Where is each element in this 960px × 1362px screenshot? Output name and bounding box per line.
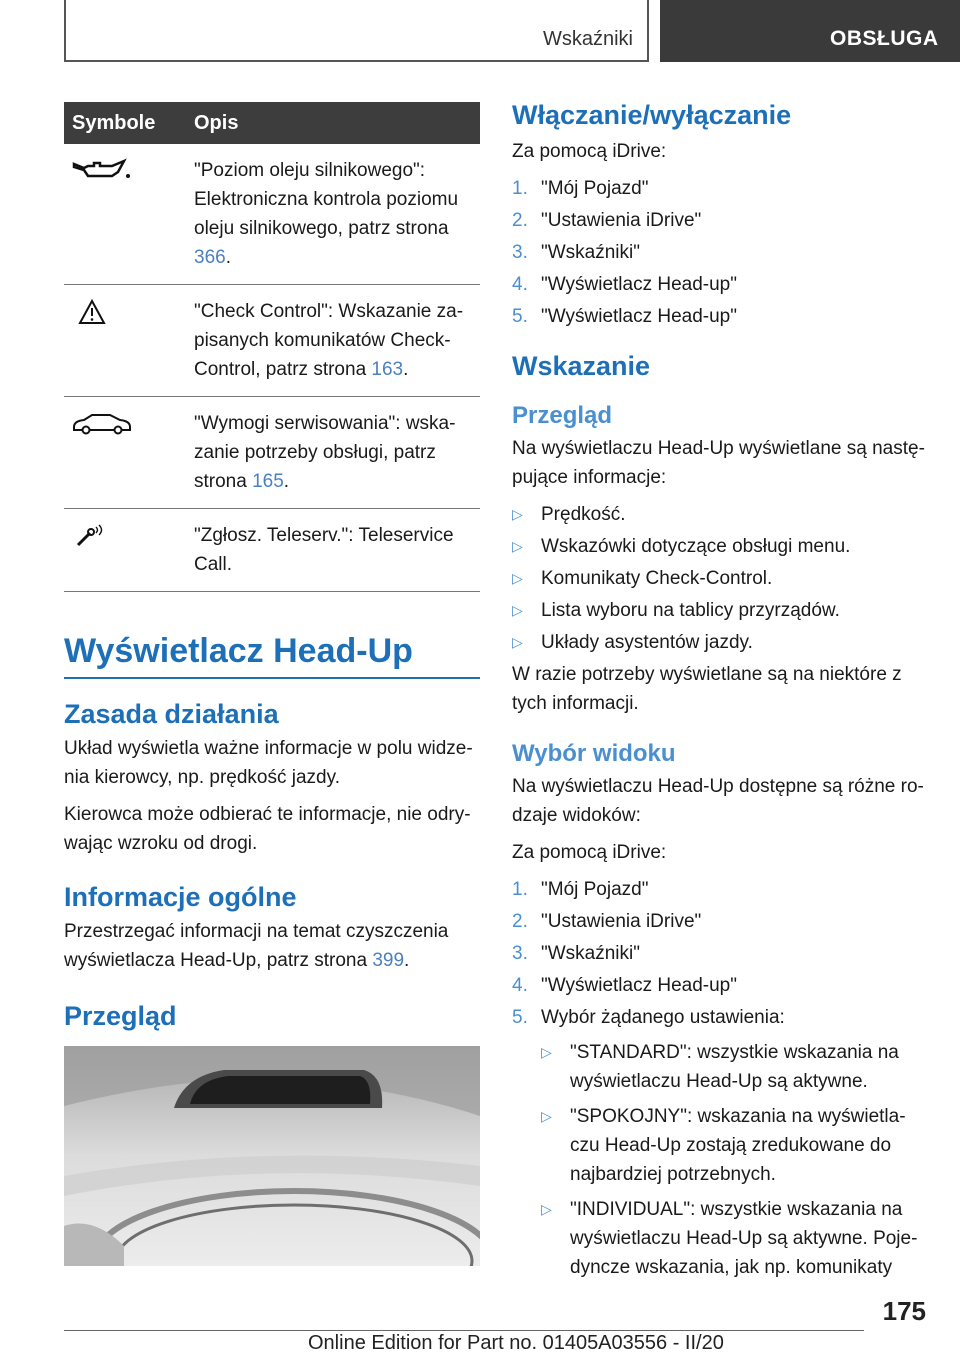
header-section-box — [64, 0, 649, 62]
page-link[interactable]: 163 — [371, 359, 404, 380]
col-symbol-header: Symbole — [64, 102, 194, 144]
header-chapter-label: OBSŁUGA — [830, 27, 939, 50]
bullet-triangle-icon: ▷ — [512, 538, 523, 554]
list-item: 2. "Ustawienia iDrive" — [512, 210, 702, 231]
list-item: ▷ Wskazówki dotyczące obsługi menu. — [512, 532, 928, 561]
page-link[interactable]: 366 — [194, 247, 226, 268]
list-item: ▷ Komunikaty Check-Control. — [512, 564, 928, 593]
list-item: ▷ Układy asystentów jazdy. — [512, 628, 928, 657]
list-item: 4. "Wyświetlacz Head-up" — [512, 274, 737, 295]
bullet-triangle-icon: ▷ — [512, 602, 523, 618]
info-paragraph: Przestrzegać informacji na temat czyszczenia wyświetlacza Head-Up, patrz strona 399. — [64, 921, 449, 971]
warning-triangle-icon — [70, 297, 134, 327]
bullet-triangle-icon: ▷ — [512, 506, 523, 522]
przeglad-paragraph-2: W razie potrzeby wyświetlane są na niektóre z tych informacji. — [512, 664, 902, 714]
widok-heading: Wybór widoku — [512, 740, 676, 767]
row-text: "Poziom oleju silnikowego": Elektroniczna kontrola poziomu oleju silnikowego, patrz strona — [194, 160, 459, 239]
list-item: 3. "Wskaźniki" — [512, 242, 640, 263]
przeglad-heading: Przegląd — [512, 402, 613, 429]
onoff-heading: Włączanie/wyłączanie — [512, 100, 792, 130]
row-text: "Check Control": Wskazanie zapisanych komunikatów Check-Control, patrz strona — [194, 301, 464, 380]
table-row: "Check Control": Wskazanie zapisanych komunikatów Check-Control, patrz strona 163. — [64, 285, 480, 397]
info-heading: Informacje ogólne — [64, 882, 297, 912]
bullet-triangle-icon: ▷ — [541, 1044, 552, 1060]
widok-intro: Za pomocą iDrive: — [512, 842, 667, 863]
section-title: Wyświetlacz Head-Up — [64, 632, 413, 670]
przeglad-paragraph: Na wyświetlaczu Head-Up wyświetlane są następujące informacje: — [512, 438, 925, 488]
row-text: "Zgłosz. Teleserv.": Teleservice Call. — [194, 525, 454, 575]
list-item: 4. "Wyświetlacz Head-up" — [512, 975, 737, 996]
oil-can-icon — [70, 156, 134, 186]
page-link[interactable]: 399 — [372, 950, 405, 971]
header-chapter-box — [660, 0, 960, 62]
list-item: ▷ "STANDARD": wszystkie wskazania na wyświetlaczu Head-Up są aktywne. — [541, 1038, 928, 1096]
list-item: 1. "Mój Pojazd" — [512, 178, 649, 199]
bullet-triangle-icon: ▷ — [541, 1108, 552, 1124]
header-section-label: Wskaźniki — [542, 28, 633, 50]
zasada-paragraph-1: Układ wyświetla ważne informacje w polu widzenia kierowcy, np. prędkość jazdy. — [64, 738, 473, 788]
zasada-heading: Zasada działania — [64, 699, 279, 729]
symbol-table — [64, 102, 480, 592]
table-header-row — [64, 102, 480, 144]
list-item: ▷ Lista wyboru na tablicy przyrządów. — [512, 596, 928, 625]
list-item: ▷ "INDIVIDUAL": wszystkie wskazania na wyświetlaczu Head-Up są aktywne. Pojedyncze wskazania, jak np. komunikaty — [541, 1195, 928, 1282]
col-desc-header: Opis — [194, 102, 480, 144]
list-item: 3. "Wskaźniki" — [512, 943, 640, 964]
zasada-paragraph-2: Kierowca może odbierać te informacje, nie odrywając wzroku od drogi. — [64, 804, 471, 854]
car-service-icon — [70, 409, 134, 439]
left-column — [64, 102, 480, 1266]
footer-divider — [64, 1330, 864, 1331]
table-row: "Wymogi serwisowania": wskazanie potrzeby obsługi, patrz strona 165. — [64, 397, 480, 509]
list-item: 5. Wybór żądanego ustawienia: ▷ "STANDARD": wszystkie wskazania na wyświetlaczu Head-Up są aktywne. ▷ "SPOKOJNY": wskazania na wyświetlaczu Head-Up zostają zredukowane do najbardziej potrzebnych. ▷ "INDIVIDUAL": wszystkie wskazania na wyświetlaczu Head-Up są aktywne. Pojedyncze wskazania, jak np. komunikaty — [512, 1003, 928, 1282]
bullet-triangle-icon: ▷ — [512, 570, 523, 586]
wrench-call-icon — [70, 521, 134, 551]
head-up-display-photo — [64, 1046, 480, 1266]
list-item: 5. "Wyświetlacz Head-up" — [512, 306, 737, 327]
list-item: ▷ Prędkość. — [512, 500, 928, 529]
row-text: "Wymogi serwisowania": wskazanie potrzeby obsługi, patrz strona — [194, 413, 456, 492]
table-row: "Poziom oleju silnikowego": Elektroniczna kontrola poziomu oleju silnikowego, patrz strona 366. — [64, 144, 480, 285]
right-column — [512, 100, 928, 1288]
list-item: ▷ "SPOKOJNY": wskazania na wyświetlaczu Head-Up zostają zredukowane do najbardziej potrzebnych. — [541, 1102, 928, 1189]
bullet-triangle-icon: ▷ — [541, 1201, 552, 1217]
widok-sub-list — [541, 1038, 928, 1282]
page-link[interactable]: 165 — [252, 471, 284, 492]
page-number: 175 — [882, 1296, 926, 1326]
onoff-steps — [512, 174, 928, 331]
bullet-triangle-icon: ▷ — [512, 634, 523, 650]
onoff-intro: Za pomocą iDrive: — [512, 141, 667, 162]
list-item: 2. "Ustawienia iDrive" — [512, 911, 702, 932]
overview-heading: Przegląd — [64, 1001, 177, 1031]
list-item: 1. "Mój Pojazd" — [512, 879, 649, 900]
table-row — [64, 509, 480, 592]
widok-paragraph: Na wyświetlaczu Head-Up dostępne są różne rodzaje widoków: — [512, 776, 924, 826]
section-heading-wrap — [64, 632, 480, 679]
footer-edition: Online Edition for Part no. 01405A03556 - II/20 — [308, 1332, 724, 1354]
widok-steps — [512, 875, 928, 1282]
przeglad-list — [512, 500, 928, 657]
wskazanie-heading: Wskazanie — [512, 351, 651, 381]
